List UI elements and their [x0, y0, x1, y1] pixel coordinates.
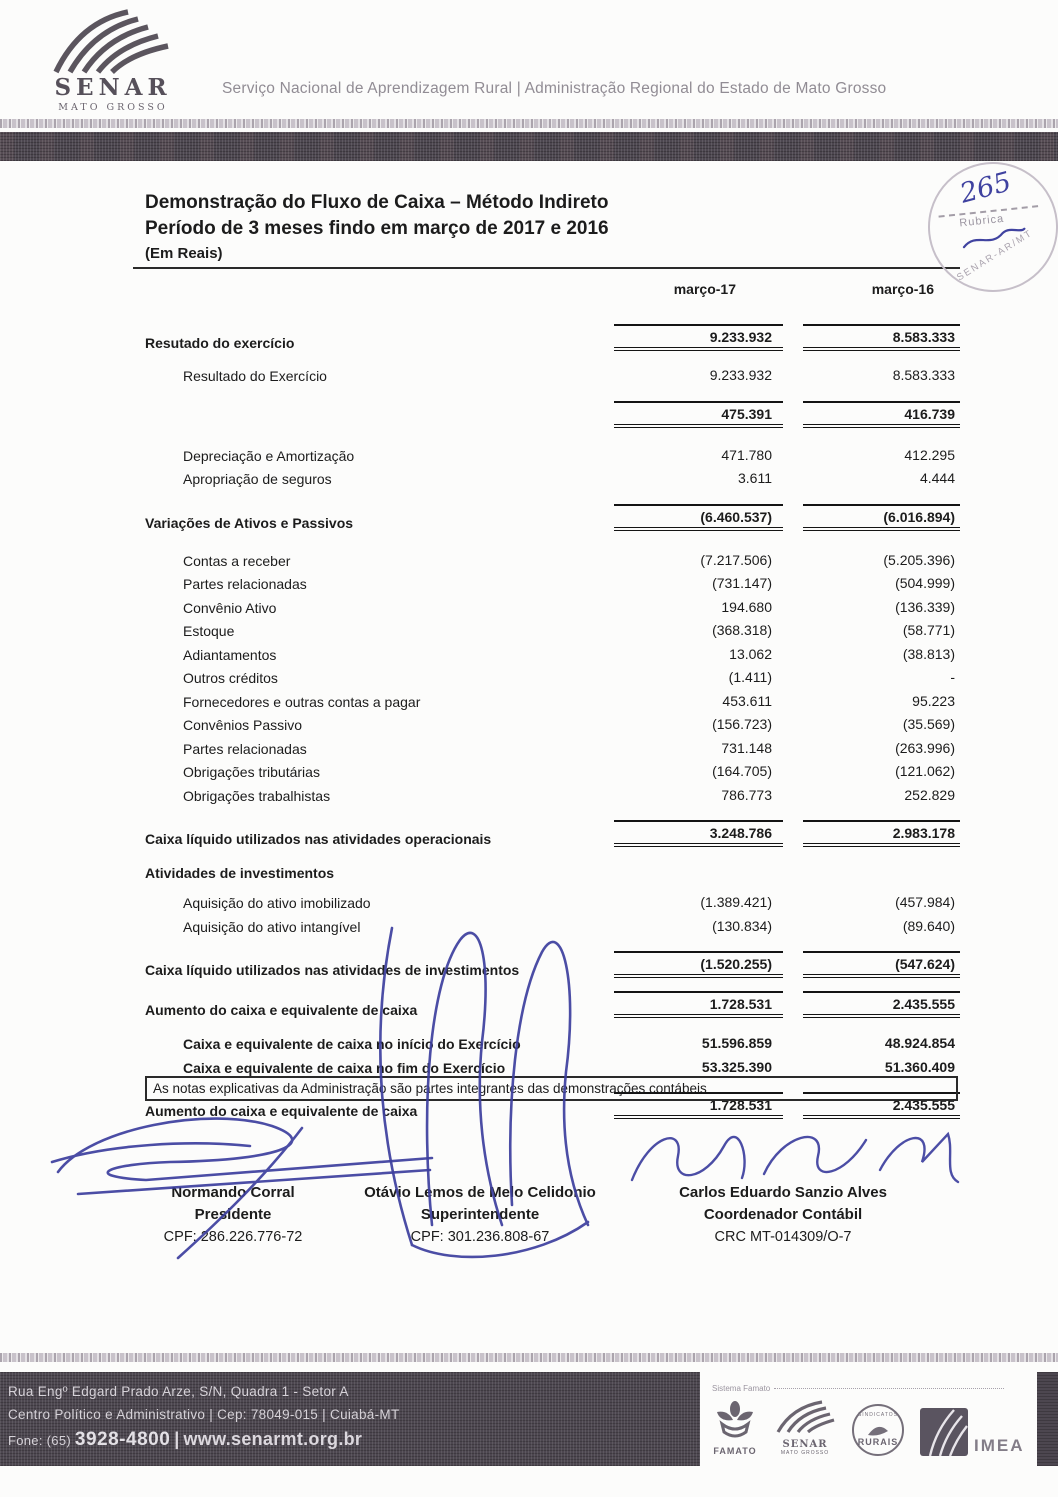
row-label: Convênios Passivo [183, 717, 303, 733]
row-label: Caixa e equivalente de caixa no início do Exercício [183, 1036, 521, 1052]
row-value-marco16: 4.444 [919, 470, 955, 486]
row-value-marco17: (7.217.506) [700, 551, 772, 568]
table-row [145, 643, 960, 667]
row-label: Caixa e equivalente de caixa no fim do Exercício [183, 1060, 506, 1076]
row-value-marco17: (368.318) [712, 622, 772, 638]
row-value-marco17: 9.233.932 [709, 367, 772, 383]
partner-logos-row [712, 1399, 1030, 1456]
document-title-block [145, 190, 960, 269]
signer-name: Carlos Eduardo Sanzio Alves [679, 1184, 887, 1201]
row-value-marco16: - [950, 669, 955, 685]
row-value-marco17: 1.728.531 [614, 1092, 783, 1119]
row-value-marco16: (58.771) [902, 622, 955, 638]
signature-block-normando [118, 1182, 348, 1248]
row-label: Convênio Ativo [183, 599, 277, 616]
row-label: Obrigações tributárias [183, 764, 320, 780]
table-row [145, 364, 960, 388]
famato-caption: FAMATO [713, 1446, 757, 1456]
footer-right-bar [1037, 1372, 1058, 1466]
table-row [145, 760, 960, 784]
footer-phone-prefix: Fone: (65) [8, 1433, 71, 1448]
partners-label-text: Sistema Famato [712, 1384, 771, 1393]
table-row [145, 690, 960, 714]
senar-footer-caption: SENAR [782, 1439, 828, 1450]
row-label: Apropriação de seguros [183, 471, 332, 487]
title-line1: Demonstração do Fluxo de Caixa – Método Indireto [145, 192, 609, 213]
title-rule [133, 267, 960, 269]
table-row [145, 820, 960, 847]
senar-logo-subtext: MATO GROSSO [58, 102, 168, 113]
column-header-marco17: março-17 [673, 281, 736, 297]
row-label: Aumento do caixa e equivalente de caixa [145, 1002, 418, 1018]
row-label: Depreciação e Amortização [183, 447, 355, 464]
row-value-marco17: (731.147) [712, 575, 772, 591]
row-value-marco17: (6.460.537) [614, 504, 783, 531]
row-value-marco17: 1.728.531 [614, 991, 783, 1018]
row-value-marco16: (263.996) [895, 739, 955, 756]
row-value-marco16: 8.583.333 [892, 367, 955, 383]
row-value-marco17: (130.834) [712, 917, 772, 934]
footer-separator: | [174, 1429, 180, 1449]
row-value-marco17: 51.596.859 [701, 1035, 772, 1051]
famato-logo [712, 1400, 758, 1456]
imea-logo [920, 1408, 1025, 1456]
rurais-stamp-circle [852, 1404, 904, 1456]
table-row [145, 401, 960, 428]
row-value-marco17: (164.705) [712, 763, 772, 779]
row-value-marco17: (1.389.421) [700, 894, 772, 910]
stamp-page-number: 265 [956, 166, 1015, 210]
signer-name: Otávio Lemos de Melo Celidonio [364, 1184, 596, 1201]
row-value-marco16: 416.739 [803, 401, 960, 428]
footer-website: www.senarmt.org.br [183, 1429, 363, 1449]
row-value-marco16: (547.624) [803, 951, 960, 978]
row-value-marco17: 453.611 [722, 692, 772, 709]
table-row [145, 991, 960, 1018]
footer-contact-line [8, 1428, 700, 1452]
signer-role: Superintendente [420, 1206, 540, 1223]
footer-address-block [0, 1372, 700, 1466]
row-label: Partes relacionadas [183, 740, 307, 757]
table-row [145, 865, 960, 881]
row-value-marco17: 194.680 [721, 598, 772, 615]
column-header-marco16: março-16 [871, 281, 934, 297]
row-value-marco16: (6.016.894) [803, 504, 960, 531]
senar-arcs-icon [50, 8, 176, 74]
texture-line-bottom [0, 1353, 1058, 1362]
row-label: Obrigações trabalhistas [183, 787, 331, 804]
signature-block-carlos [628, 1182, 938, 1248]
signer-role: Presidente [194, 1206, 272, 1223]
row-value-marco17: (1.411) [728, 669, 772, 685]
row-value-marco16: (457.984) [895, 894, 955, 910]
row-value-marco17: (1.520.255) [614, 951, 783, 978]
table-row [145, 666, 960, 690]
table-row [145, 619, 960, 643]
senar-footer-logo [774, 1399, 836, 1456]
stamp-org-text: SENAR-AR/MT [954, 227, 1035, 284]
table-row [145, 915, 960, 939]
row-value-marco17: (156.723) [712, 716, 772, 732]
signer-doc: CPF: 286.226.776-72 [163, 1229, 303, 1245]
table-row [145, 891, 960, 915]
explanatory-note-box: As notas explicativas da Administração são partes integrantes das demonstrações contábeis [145, 1076, 958, 1101]
row-value-marco16: 412.295 [904, 446, 955, 463]
rurais-caption: RURAIS [857, 1437, 899, 1447]
senar-logo [38, 8, 188, 116]
table-header-row [145, 280, 960, 298]
famato-icon [712, 1400, 758, 1440]
stamp-rubrica-label: Rubrica [958, 212, 1005, 230]
row-label: Caixa líquido utilizados nas atividades de investimentos [145, 962, 520, 978]
row-value-marco16: (504.999) [895, 575, 955, 591]
row-label: Aumento do caixa e equivalente de caixa [145, 1103, 418, 1119]
row-label: Variações de Ativos e Passivos [145, 514, 354, 531]
row-value-marco16: (5.205.396) [883, 551, 955, 568]
row-value-marco16: (38.813) [902, 645, 955, 662]
row-label: Outros créditos [183, 670, 278, 686]
row-label: Fornecedores e outras contas a pagar [183, 693, 421, 710]
imea-icon [920, 1408, 968, 1456]
signer-role: Coordenador Contábil [703, 1206, 863, 1223]
org-header-line: Serviço Nacional de Aprendizagem Rural | Administração Regional do Estado de Mato Grosso [222, 80, 887, 97]
table-row [145, 444, 960, 468]
row-value-marco16: (89.640) [902, 917, 955, 934]
table-row [145, 549, 960, 573]
partner-logos-strip [712, 1384, 1030, 1456]
table-row [145, 737, 960, 761]
row-label: Atividades de investimentos [145, 865, 335, 881]
row-value-marco17: 786.773 [721, 786, 772, 803]
row-value-marco16: 252.829 [904, 786, 955, 803]
imea-caption: IMEA [974, 1436, 1025, 1455]
signer-doc: CRC MT-014309/O-7 [714, 1229, 852, 1245]
table-row [145, 324, 960, 351]
senar-footer-icon [774, 1399, 836, 1433]
row-value-marco16: 48.924.854 [884, 1035, 955, 1051]
row-value-marco16: (35.569) [902, 716, 955, 732]
partners-dotted-rule [774, 1388, 1004, 1389]
table-row [145, 951, 960, 978]
row-value-marco17: 471.780 [721, 446, 772, 463]
row-label: Resultado do Exercício [183, 368, 327, 384]
row-label: Aquisição do ativo intangível [183, 918, 361, 935]
row-value-marco17: 475.391 [614, 401, 783, 428]
table-row [145, 784, 960, 808]
senar-footer-subcaption: MATO GROSSO [780, 1450, 830, 1456]
row-value-marco16: 2.435.555 [803, 1092, 960, 1119]
row-value-marco17: 3.248.786 [614, 820, 783, 847]
cash-flow-table [145, 276, 960, 1132]
row-value-marco16: 8.583.333 [803, 324, 960, 351]
row-value-marco17: 13.062 [729, 645, 772, 662]
title-line2: Período de 3 meses findo em março de 2017 e 2016 [145, 218, 609, 239]
signer-doc: CPF: 301.236.808-67 [410, 1229, 550, 1245]
row-value-marco16: 51.360.409 [884, 1059, 955, 1075]
table-row [145, 713, 960, 737]
texture-line-top [0, 119, 1058, 128]
row-label: Resutado do exercício [145, 335, 295, 351]
row-value-marco17: 9.233.932 [614, 324, 783, 351]
footer-phone-number: 3928-4800 [74, 1429, 171, 1450]
row-label: Contas a receber [183, 552, 291, 569]
signature-block-otavio [330, 1182, 630, 1248]
row-label: Adiantamentos [183, 646, 277, 663]
table-row [145, 596, 960, 620]
table-row [145, 504, 960, 531]
footer-address-line2: Centro Político e Administrativo | Cep: 78049-015 | Cuiabá-MT [8, 1407, 400, 1422]
row-label: Aquisição do ativo imobilizado [183, 895, 371, 911]
row-value-marco17: 731.148 [721, 739, 772, 756]
table-body [145, 324, 960, 1119]
row-value-marco16: (136.339) [895, 598, 955, 615]
row-label: Partes relacionadas [183, 576, 307, 592]
signer-name: Normando Corral [171, 1184, 295, 1201]
footer-address-line1: Rua Engº Edgard Prado Arze, S/N, Quadra 1 - Setor A [8, 1384, 349, 1399]
table-row [145, 1031, 960, 1055]
rurais-logo [852, 1404, 904, 1456]
row-value-marco16: 95.223 [912, 692, 955, 709]
senar-logo-text: SENAR [54, 74, 172, 101]
row-value-marco16: (121.062) [895, 763, 955, 779]
title-line3: (Em Reais) [145, 245, 223, 262]
partners-label [712, 1384, 1030, 1393]
row-value-marco17: 3.611 [738, 470, 772, 486]
header-dark-bar [0, 132, 1058, 161]
row-label: Estoque [183, 623, 235, 639]
rurais-top-text: SINDICATOS [857, 1412, 899, 1418]
table-row [145, 572, 960, 596]
row-label: Caixa líquido utilizados nas atividades operacionais [145, 831, 492, 847]
table-row [145, 467, 960, 491]
row-value-marco16: 2.983.178 [803, 820, 960, 847]
row-value-marco16: 2.435.555 [803, 991, 960, 1018]
row-value-marco17: 53.325.390 [701, 1059, 772, 1075]
